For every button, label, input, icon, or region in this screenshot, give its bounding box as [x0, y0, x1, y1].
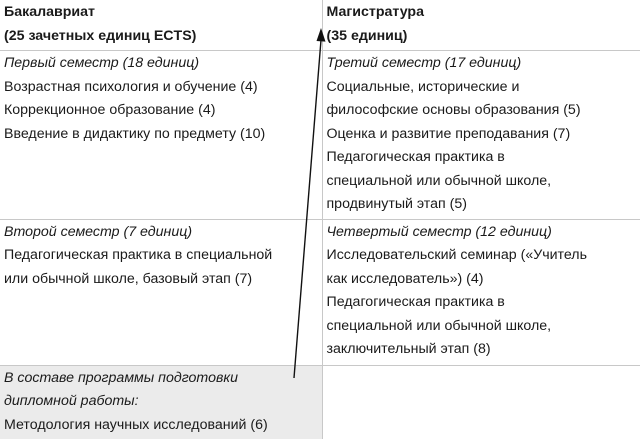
course-item: Исследовательский семинар («Учитель — [326, 247, 587, 263]
course-item: Коррекционное образование (4) — [4, 102, 216, 118]
course-item: заключительный этап (8) — [326, 341, 491, 357]
course-item: Педагогическая практика в — [326, 294, 505, 310]
second-semester-cell — [0, 219, 322, 365]
thesis-note: дипломной работы: — [4, 393, 139, 409]
course-item: Методология научных исследований (6) — [4, 416, 268, 433]
semester-row-2 — [0, 219, 640, 365]
course-item: Оценка и развитие преподавания (7) — [326, 125, 571, 142]
course-item: Педагогическая практика в специальной — [4, 247, 273, 263]
bachelor-header-cell — [0, 0, 322, 51]
course-item: философские основы образования (5) — [326, 102, 581, 118]
course-item: специальной или обычной школе, — [326, 172, 552, 189]
course-item: Педагогическая практика в — [326, 149, 505, 165]
empty-cell — [322, 365, 640, 439]
course-item: продвинутый этап (5) — [326, 196, 468, 212]
fourth-semester-title: Четвертый семестр (12 единиц) — [326, 223, 552, 240]
third-semester-cell — [322, 51, 640, 220]
header-row — [0, 0, 640, 51]
bachelor-credits: (25 зачетных единиц ECTS) — [4, 27, 197, 44]
thesis-cell — [0, 365, 322, 439]
course-item: Социальные, исторические и — [326, 78, 520, 95]
course-item: как исследователь») (4) — [326, 270, 484, 287]
course-item: специальной или обычной школе, — [326, 317, 552, 334]
second-semester-title: Второй семестр (7 единиц) — [4, 223, 193, 240]
third-semester-title: Третий семестр (17 единиц) — [326, 55, 522, 71]
first-semester-cell — [0, 51, 322, 220]
master-credits: (35 единиц) — [326, 27, 408, 44]
fourth-semester-cell — [322, 219, 640, 365]
first-semester-title: Первый семестр (18 единиц) — [4, 55, 200, 71]
semester-row-1 — [0, 51, 640, 220]
thesis-note: В составе программы подготовки — [4, 369, 238, 386]
master-title: Магистратура — [326, 4, 424, 20]
course-item: Введение в дидактику по предмету (10) — [4, 125, 266, 142]
master-header-cell — [322, 0, 640, 51]
course-item: Возрастная психология и обучение (4) — [4, 78, 258, 95]
course-item: или обычной школе, базовый этап (7) — [4, 270, 253, 287]
bachelor-title: Бакалавриат — [4, 4, 95, 20]
thesis-row — [0, 365, 640, 439]
